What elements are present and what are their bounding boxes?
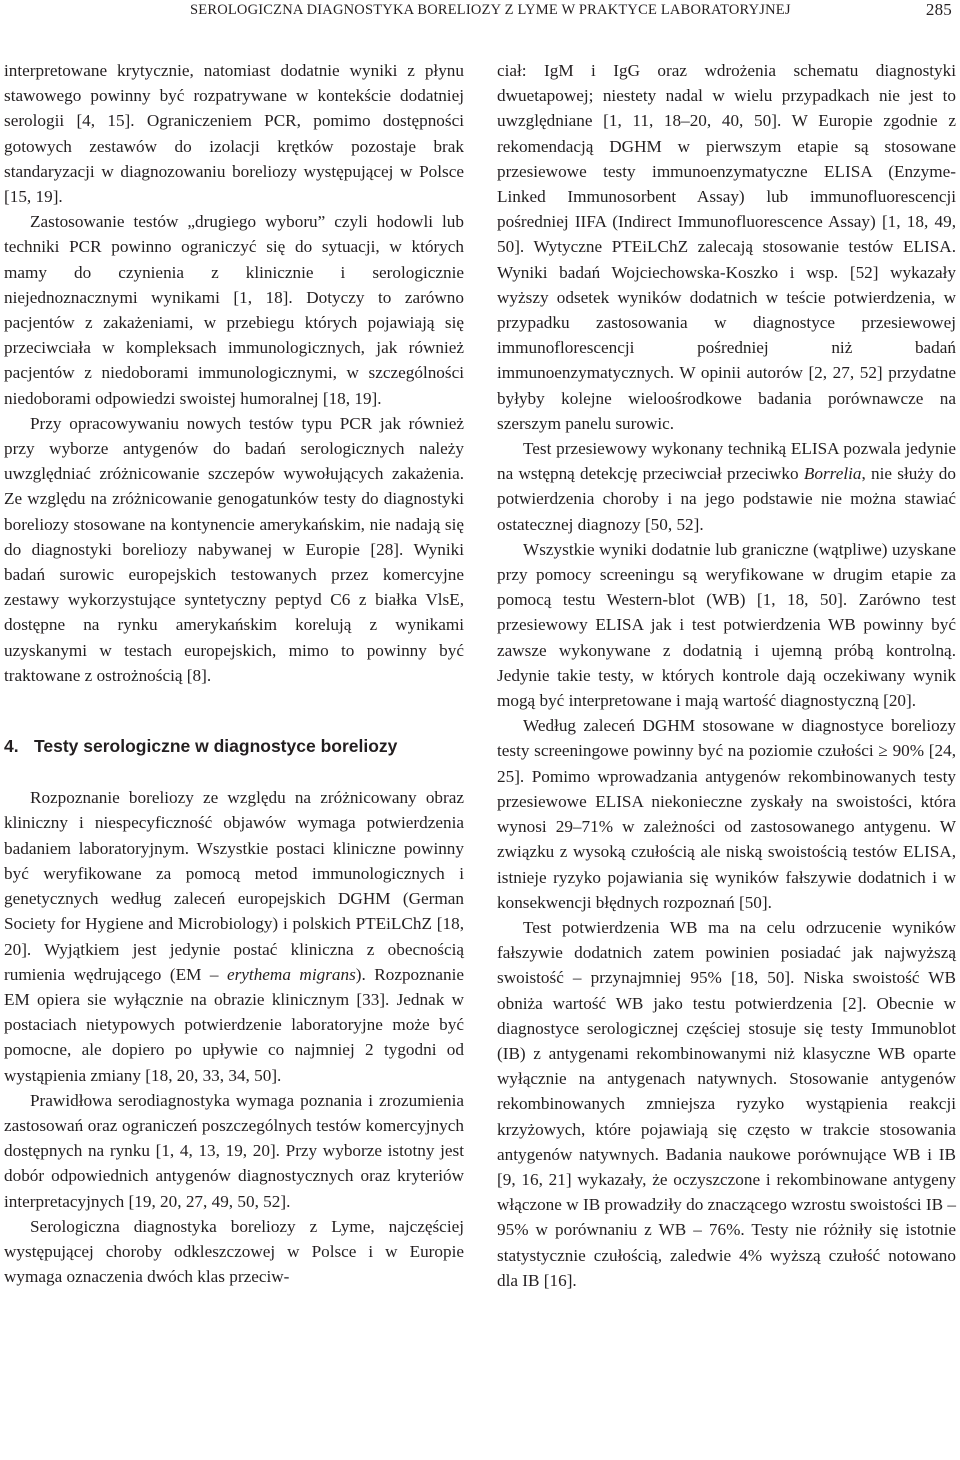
text-run: Rozpoznanie boreliozy ze względu na zróżnicowany obraz kliniczny i niespecyficzność objawów wymaga potwierdzenia badaniem laboratoryjnym. Wszystkie postaci kliniczne powinny być weryfikowane za pomocą metod immunologicznych i genetycznych według zaleceń europejskich DGHM (German Society for Hygiene and Microbiology) i polskich PTEiLChZ [18, 20]. Wyjątkiem jest jedynie postać kliniczna z obecnością rumienia wędrującego (EM – <box>4 788 464 984</box>
text-run: ). Rozpoznanie EM opiera sie wyłącznie na obrazie klinicznym [33]. Jednak w postaciach nietypowych potwierdzenie laboratoryjne może być pomocne, ale dopiero po upływie co najmniej 2 tygodni od wystąpienia zmiany [18, 20, 33, 34, 50]. <box>4 964 465 1085</box>
left-column <box>4 58 464 1289</box>
italic-term: Borrelia <box>803 464 862 484</box>
running-title: SEROLOGICZNA DIAGNOSTYKA BORELIOZY Z LYME W PRAKTYCE LABORATORYJNEJ <box>190 2 791 18</box>
section-heading <box>4 734 464 759</box>
running-head <box>0 0 956 22</box>
paragraph: Prawidłowa serodiagnostyka wymaga poznania i zrozumienia zastosowań oraz ograniczeń poszczególnych testów komercyjnych dostępnych na rynku [1, 4, 13, 19, 20]. Przy wyborze istotny jest dobór odpowiednich antygenów diagnostycznych oraz kryteriów interpretacyjnych [19, 20, 27, 49, 50, 52]. <box>4 1090 464 1211</box>
paragraph <box>4 785 464 1087</box>
section-number: 4. <box>4 736 19 757</box>
paragraph <box>497 436 956 537</box>
right-column <box>497 58 956 1293</box>
paragraph: Serologiczna diagnostyka boreliozy z Lyme, najczęściej występującej choroby odkleszczowej w Polsce i w Europie wymaga oznaczenia dwóch klas przeciw- <box>4 1216 464 1287</box>
paragraph: Zastosowanie testów „drugiego wyboru” czyli hodowli lub techniki PCR powinno ograniczyć się do sytuacji, w których mamy do czynienia z klinicznie i serologicznie niejednoznacznymi wynikami [1, 18]. Dotyczy to zarówno pacjentów z zakażeniami, w przebiegu których pojawiają się przeciwciała w kompleksach immunologicznych, jak również pacjentów z niedoborami immunologicznymi, w szczególności niedoborami odpowiedzi swoistej humoralnej [18, 19]. <box>4 212 464 408</box>
paragraph: Wszystkie wyniki dodatnie lub graniczne (wątpliwe) uzyskane przy pomocy screeningu są weryfikowane w drugim etapie za pomocą testu Western-blot (WB) [1, 18, 50]. Zarówno test przesiewowy ELISA jak i test potwierdzenia WB powinny być zawsze wykonywane z dodatnią i ujemną próbą kontrolną. Jedynie takie testy, w których kontrole dają oczekiwany wynik mogą być interpretowane i mają wartość diagnostyczną [20]. <box>497 539 956 711</box>
text-run: Test przesiewowy wykonany techniką ELISA pozwala jedynie na wstępną detekcję przeciwciał przeciwko <box>497 439 956 484</box>
paragraph: interpretowane krytycznie, natomiast dodatnie wyniki z płynu stawowego powinny być rozpatrywane w kontekście dodatniej serologii [4, 15]. Ograniczeniem PCR, pomimo dostępności gotowych zestawów do izolacji krętków pozostaje brak standaryzacji w diagnozowaniu boreliozy występującej w Polsce [15, 19]. <box>4 61 464 207</box>
paragraph: ciał: IgM i IgG oraz wdrożenia schematu diagnostyki dwuetapowej; niestety nadal w wielu przypadkach nie jest to uwzględniane [1, 11, 18–20, 40, 50]. W Europie zgodnie z rekomendacją DGHM w pierwszym etapie są stosowane przesiewowe testy immunoenzymatyczne ELISA (Enzyme-Linked Immunosorbent Assay) lub immunofluorescencji pośredniej IIFA (Indirect Immunofluorescence Assay) [1, 18, 49, 50]. Wytyczne PTEiLChZ zalecają stosowanie testów ELISA. Wyniki badań Wojciechowska-Koszko i wsp. [52] wykazały wyższy odsetek wyników dodatnich w teście potwierdzenia, w przypadku zastosowania w diagnostyce przesiewowej immunoflorescencji pośredniej niż badań immunoenzymatycznych. W opinii autorów [2, 27, 52] przydatne byłyby kolejne wieloośrodkowe badania porównawcze na szerszym panelu surowic. <box>497 61 956 433</box>
section-title: Testy serologiczne w diagnostyce boreliozy <box>34 736 398 757</box>
paragraph: Według zaleceń DGHM stosowane w diagnostyce boreliozy testy screeningowe powinny być na poziomie czułości ≥ 90% [24, 25]. Pomimo wprowadzania antygenów rekombinowanych testy przesiewowe ELISA niekonieczne zyskały na swoistości, która wynosi 29–71% w zależności od zastosowanego antygenu. W związku z wysoką czułością ale niską swoistością testów ELISA, istnieje ryzyko pojawiania się wyników fałszywie dodatnich i w konsekwencji błędnych rozpoznań [50]. <box>497 716 956 912</box>
page-number: 285 <box>925 0 952 19</box>
italic-term: erythema migrans <box>226 964 356 984</box>
paragraph: Przy opracowywaniu nowych testów typu PCR jak również przy wyborze antygenów do badań serologicznych należy uwzględniać zróżnicowanie szczepów wywołujących zakażenia. Ze względu na zróżnicowanie genogatunków testy do diagnostyki boreliozy stosowane na kontynencie amerykańskim, nie nadają się do diagnostyki boreliozy nabywanej w Europie [28]. Wyniki badań surowic europejskich testowanych przez komercyjne zestawy wykorzystujące syntetyczny peptyd C6 z białka VlsE, dostępne na rynku amerykańskim korelują z wynikami uzyskanymi w testach europejskich, mimo to powinny być traktowane z ostrożnością [8]. <box>4 413 464 685</box>
text-run: , nie służy do potwierdzenia choroby i na jego podstawie nie można stawiać ostatecznej diagnozy [50, 52]. <box>497 464 956 534</box>
paragraph: Test potwierdzenia WB ma na celu odrzucenie wyników fałszywie dodatnich zatem powinien posiadać jak najwyższą swoistość – przynajmniej 95% [18, 50]. Niska swoistość WB obniża wartość WB jako testu potwierdzenia [2]. Obecnie w diagnostyce serologicznej częściej stosuje się testy Immunoblot (IB) z antygenami rekombinowanymi niż klasyczne WB oparte wyłącznie na antygenach natywnych. Stosowanie antygenów rekombinowanych zmniejsza ryzyko wystąpienia reakcji krzyżowych, które pojawiają się często w trakcie stosowania antygenów natywnych. Badania naukowe porównujące WB i IB [9, 16, 21] wykazały, że oczyszczone i rekombinowane antygeny włączone w IB prowadziły do znaczącego wzrostu swoistości IB – 95% w porównaniu z WB – 76%. Testy nie różniły się istotnie statystycznie czułością, zaledwie 4% wyższą czułość notowano dla IB [16]. <box>497 917 956 1290</box>
